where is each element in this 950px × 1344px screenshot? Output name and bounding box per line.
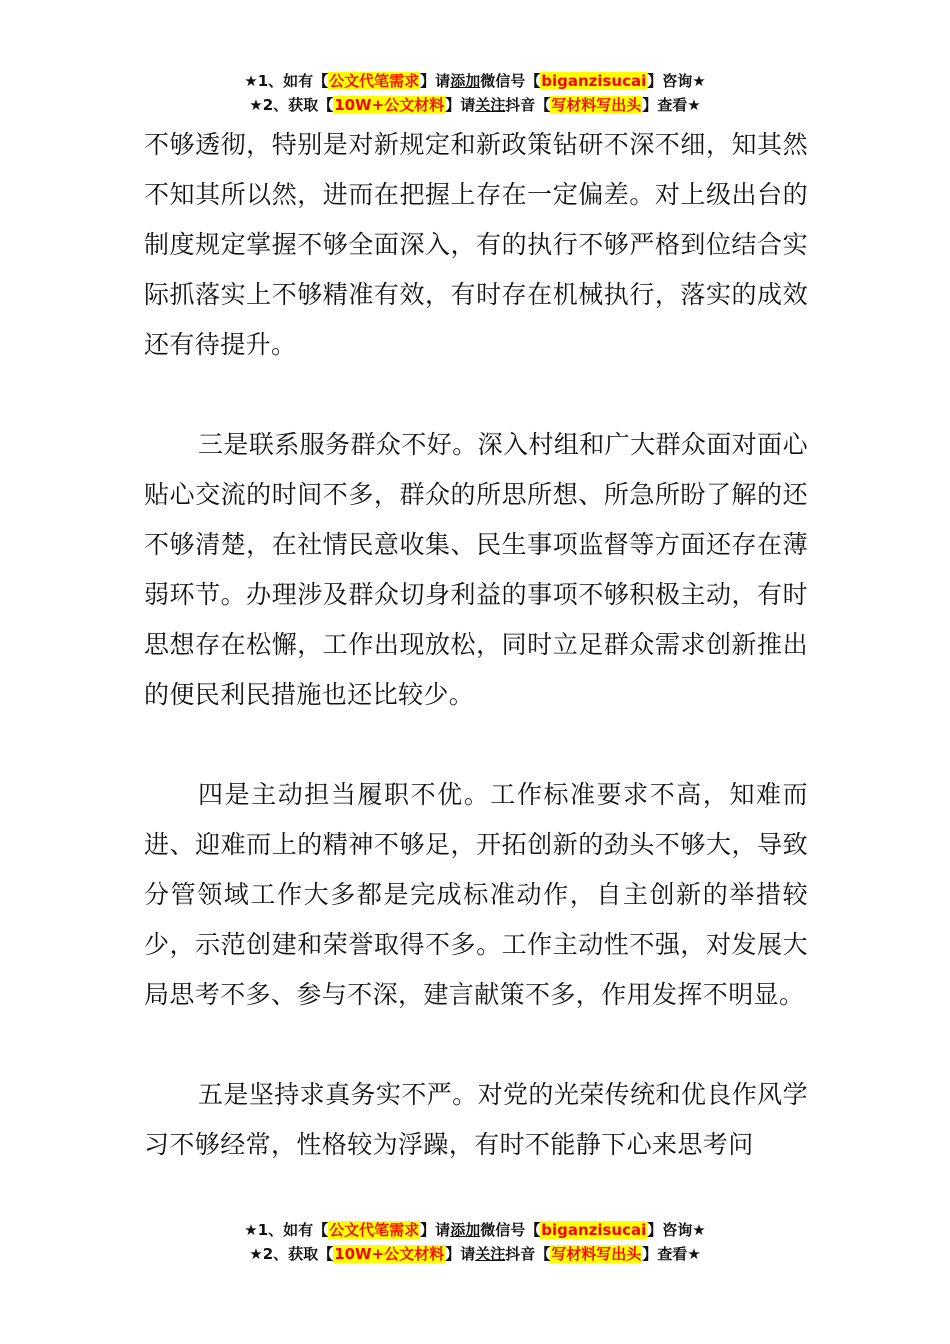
banner-line-2: ★2、获取【10W+公文材料】请关注抖音【写材料写出头】查看★: [249, 96, 701, 114]
highlight-text: 10W+公文材料: [334, 1245, 445, 1263]
paragraph-point-5: 五是坚持求真务实不严。对党的光荣传统和优良作风学习不够经常，性格较为浮躁，有时不能静下心来思考问: [144, 1080, 808, 1159]
banner-line-1: ★1、如有【公文代笔需求】请添加微信号【biganzisucai】咨询★: [244, 1221, 706, 1239]
highlight-text: 10W+公文材料: [334, 96, 445, 114]
wechat-id: biganzisucai: [541, 1221, 647, 1239]
douyin-id: 写材料写出头: [551, 96, 642, 114]
wechat-id: biganzisucai: [541, 72, 647, 90]
paragraph-continued: 不够透彻，特别是对新规定和新政策钻研不深不细，知其然不知其所以然，进而在把握上存在一定偏差。对上级出台的制度规定掌握不够全面深入，有的执行不够严格到位结合实际抓落实上不够精准有效，有时存在机械执行，落实的成效还有待提升。: [144, 130, 808, 359]
document-body: [144, 120, 808, 1220]
banner-line-2: ★2、获取【10W+公文材料】请关注抖音【写材料写出头】查看★: [249, 1245, 701, 1263]
highlight-text: 公文代笔需求: [329, 72, 420, 90]
header-banner: [0, 69, 950, 117]
paragraph-point-4: 四是主动担当履职不优。工作标准要求不高，知难而进、迎难而上的精神不够足，开拓创新的劲头不够大，导致分管领域工作大多都是完成标准动作，自主创新的举措较少，示范创建和荣誉取得不多。工作主动性不强，对发展大局思考不多、参与不深，建言献策不多，作用发挥不明显。: [144, 780, 808, 1009]
banner-line-1: ★1、如有【公文代笔需求】请添加微信号【biganzisucai】咨询★: [244, 72, 706, 90]
footer-banner: [0, 1218, 950, 1266]
paragraph-point-3: 三是联系服务群众不好。深入村组和广大群众面对面心贴心交流的时间不多，群众的所思所想、所急所盼了解的还不够清楚，在社情民意收集、民生事项监督等方面还存在薄弱环节。办理涉及群众切身利益的事项不够积极主动，有时思想存在松懈，工作出现放松，同时立足群众需求创新推出的便民利民措施也还比较少。: [144, 430, 808, 709]
highlight-text: 公文代笔需求: [329, 1221, 420, 1239]
douyin-id: 写材料写出头: [551, 1245, 642, 1263]
